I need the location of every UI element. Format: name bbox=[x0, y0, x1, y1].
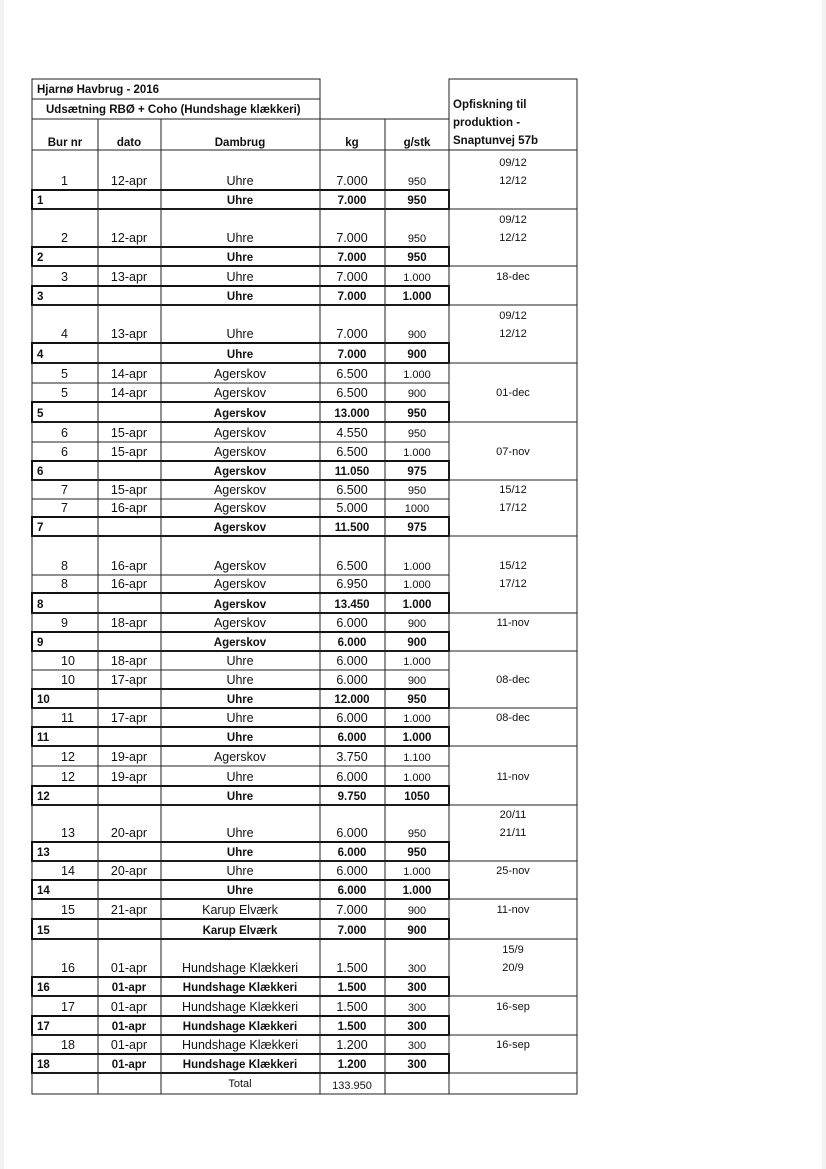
cell-gstk: 1.000 bbox=[403, 656, 431, 668]
subtotal-row bbox=[32, 461, 449, 480]
cell-bur-nr: 16 bbox=[37, 982, 50, 994]
cell-dato: 18-apr bbox=[110, 654, 148, 668]
subtotal-row bbox=[32, 689, 449, 708]
cell-kg: 6.000 bbox=[336, 826, 368, 840]
cell-dambrug: Agerskov bbox=[213, 466, 267, 478]
cell-gstk: 1.000 bbox=[403, 272, 431, 284]
cell-gstk: 1.000 bbox=[403, 561, 431, 573]
subtotal-row bbox=[32, 919, 449, 939]
cell-kg: 6.000 bbox=[336, 711, 368, 725]
cell-dato: 16-apr bbox=[110, 501, 148, 515]
cell-bur-nr: 10 bbox=[61, 654, 75, 668]
opfiskning-cell bbox=[449, 305, 577, 363]
cell-kg: 1.200 bbox=[336, 1038, 368, 1052]
cell-bur-nr: 18 bbox=[61, 1038, 75, 1052]
cell-dambrug: Uhre bbox=[226, 847, 254, 859]
cell-bur-nr: 7 bbox=[37, 522, 44, 534]
cell-dambrug: Uhre bbox=[226, 270, 254, 284]
cell-kg: 11.050 bbox=[334, 466, 370, 478]
cell-gstk: 950 bbox=[407, 195, 427, 207]
cell-bur-nr: 2 bbox=[37, 252, 44, 264]
cell-kg: 1.200 bbox=[337, 1059, 367, 1071]
table-row bbox=[32, 899, 449, 919]
cell-bur-nr: 17 bbox=[37, 1021, 50, 1033]
subtotal-row bbox=[32, 977, 449, 996]
cell-dambrug: Hundshage Klækkeri bbox=[181, 961, 299, 975]
cell-bur-nr: 6 bbox=[61, 426, 68, 440]
cell-bur-nr: 6 bbox=[61, 445, 68, 459]
table-row bbox=[32, 708, 449, 727]
cell-dato: 16-apr bbox=[110, 559, 148, 573]
cell-gstk: 1.000 bbox=[402, 885, 432, 897]
table-row bbox=[32, 1035, 449, 1054]
cell-bur-nr: 13 bbox=[37, 847, 50, 859]
opfiskning-date-1: 15/12 bbox=[499, 560, 527, 572]
opfiskning-cell bbox=[449, 363, 577, 422]
cell-dambrug: Uhre bbox=[226, 770, 254, 784]
table-row bbox=[32, 575, 449, 593]
cell-dambrug: Hundshage Klækkeri bbox=[181, 1038, 299, 1052]
cell-gstk: 900 bbox=[407, 388, 427, 400]
column-header-bur: Bur nr bbox=[47, 137, 83, 149]
cell-bur-nr: 11 bbox=[37, 732, 50, 744]
table-row bbox=[32, 746, 449, 766]
cell-kg: 11.500 bbox=[334, 522, 370, 534]
subtotal-row bbox=[32, 190, 449, 209]
opfiskning-date: 18-dec bbox=[496, 271, 530, 283]
cell-dambrug: Agerskov bbox=[213, 367, 267, 381]
table-row bbox=[32, 670, 449, 689]
cell-bur-nr: 2 bbox=[61, 231, 68, 245]
cell-kg: 7.000 bbox=[337, 925, 367, 937]
cell-bur-nr: 18 bbox=[37, 1059, 50, 1071]
cell-bur-nr: 9 bbox=[37, 637, 44, 649]
cell-bur-nr: 11 bbox=[61, 711, 74, 725]
cell-dato: 14-apr bbox=[110, 386, 148, 400]
cell-dambrug: Agerskov bbox=[213, 445, 267, 459]
opfiskning-date: 11-nov bbox=[496, 617, 530, 629]
cell-bur-nr: 1 bbox=[61, 174, 68, 188]
cell-kg: 1.500 bbox=[336, 1000, 368, 1014]
cell-kg: 7.000 bbox=[336, 903, 368, 917]
cell-bur-nr: 6 bbox=[37, 466, 44, 478]
cell-dato: 12-apr bbox=[110, 174, 148, 188]
cell-gstk: 300 bbox=[407, 1040, 427, 1052]
cell-bur-nr: 3 bbox=[37, 291, 44, 303]
cell-gstk: 950 bbox=[407, 428, 427, 440]
cell-kg: 6.000 bbox=[337, 732, 367, 744]
cell-dambrug: Hundshage Klækkeri bbox=[182, 982, 298, 994]
cell-gstk: 1.000 bbox=[403, 866, 431, 878]
cell-gstk: 1.100 bbox=[403, 752, 431, 764]
cell-kg: 6.000 bbox=[336, 654, 368, 668]
cell-kg: 7.000 bbox=[337, 252, 367, 264]
table-row bbox=[32, 651, 449, 670]
opfiskning-header-line-1: Opfiskning til bbox=[453, 99, 527, 111]
cell-dambrug: Agerskov bbox=[213, 637, 267, 649]
table-row bbox=[32, 613, 449, 632]
subtotal-row bbox=[32, 402, 449, 422]
subtotal-row bbox=[32, 842, 449, 861]
table-row bbox=[32, 766, 449, 786]
cell-gstk: 1.000 bbox=[402, 599, 432, 611]
cell-dambrug: Uhre bbox=[226, 231, 254, 245]
cell-bur-nr: 10 bbox=[37, 694, 50, 706]
table-row bbox=[32, 383, 449, 402]
opfiskning-date-2: 12/12 bbox=[499, 232, 527, 244]
cell-gstk: 900 bbox=[407, 349, 427, 361]
cell-dambrug: Uhre bbox=[226, 885, 254, 897]
cell-gstk: 900 bbox=[407, 925, 427, 937]
opfiskning-header-line-2: produktion - bbox=[453, 117, 521, 129]
subtotal-row bbox=[32, 727, 449, 746]
opfiskning-date: 08-dec bbox=[496, 712, 530, 724]
cell-kg: 1.500 bbox=[337, 1021, 367, 1033]
cell-gstk: 300 bbox=[407, 982, 427, 994]
cell-kg: 6.000 bbox=[337, 885, 367, 897]
cell-gstk: 950 bbox=[407, 828, 427, 840]
cell-gstk: 900 bbox=[407, 637, 427, 649]
cell-gstk: 300 bbox=[407, 1059, 427, 1071]
cell-kg: 7.000 bbox=[337, 349, 367, 361]
cell-bur-nr: 7 bbox=[61, 501, 68, 515]
cell-bur-nr: 17 bbox=[61, 1000, 75, 1014]
cell-gstk: 950 bbox=[407, 176, 427, 188]
cell-kg: 12.000 bbox=[334, 694, 370, 706]
total-kg: 133.950 bbox=[332, 1080, 372, 1092]
total-row bbox=[32, 1073, 577, 1094]
opfiskning-date-2: 17/12 bbox=[499, 502, 527, 514]
cell-dambrug: Uhre bbox=[226, 673, 254, 687]
cell-bur-nr: 12 bbox=[61, 770, 75, 784]
column-header-dambrug: Dambrug bbox=[214, 137, 266, 149]
cell-gstk: 950 bbox=[407, 233, 427, 245]
cell-bur-nr: 15 bbox=[37, 925, 50, 937]
cell-kg: 1.500 bbox=[336, 961, 368, 975]
cell-dambrug: Agerskov bbox=[213, 386, 267, 400]
opfiskning-date: 07-nov bbox=[496, 446, 530, 458]
opfiskning-date-1: 09/12 bbox=[499, 157, 527, 169]
opfiskning-cell bbox=[449, 480, 577, 536]
cell-dambrug: Karup Elværk bbox=[202, 903, 278, 917]
cell-kg: 7.000 bbox=[336, 270, 368, 284]
cell-dambrug: Uhre bbox=[226, 711, 254, 725]
subtotal-row bbox=[32, 786, 449, 805]
cell-gstk: 1.000 bbox=[403, 369, 431, 381]
opfiskning-date: 01-dec bbox=[496, 387, 530, 399]
cell-kg: 6.000 bbox=[336, 616, 368, 630]
opfiskning-date-1: 09/12 bbox=[499, 214, 527, 226]
cell-gstk: 1.000 bbox=[403, 447, 431, 459]
cell-kg: 1.500 bbox=[337, 982, 367, 994]
cell-bur-nr: 9 bbox=[61, 616, 68, 630]
cell-kg: 7.000 bbox=[337, 195, 367, 207]
cell-dambrug: Agerskov bbox=[213, 501, 267, 515]
cell-dambrug: Agerskov bbox=[213, 559, 267, 573]
opfiskning-cell bbox=[449, 536, 577, 613]
cell-bur-nr: 13 bbox=[61, 826, 75, 840]
table-row bbox=[32, 363, 449, 383]
cell-gstk: 950 bbox=[407, 847, 427, 859]
cell-dambrug: Hundshage Klækkeri bbox=[181, 1000, 299, 1014]
table-row bbox=[32, 305, 449, 343]
cell-kg: 9.750 bbox=[337, 791, 367, 803]
total-label: Total bbox=[228, 1078, 252, 1090]
cell-gstk: 900 bbox=[407, 905, 427, 917]
subtotal-row bbox=[32, 343, 449, 363]
opfiskning-cell bbox=[449, 266, 577, 305]
cell-kg: 6.000 bbox=[336, 770, 368, 784]
cell-gstk: 975 bbox=[407, 522, 427, 534]
subtotal-row bbox=[32, 632, 449, 651]
cell-bur-nr: 7 bbox=[61, 483, 68, 497]
opfiskning-date-1: 15/12 bbox=[499, 484, 527, 496]
cell-dato: 19-apr bbox=[110, 770, 148, 784]
cell-dambrug: Hundshage Klækkeri bbox=[182, 1059, 298, 1071]
cell-gstk: 950 bbox=[407, 408, 427, 420]
subtotal-row bbox=[32, 286, 449, 305]
cell-gstk: 1.000 bbox=[403, 579, 431, 591]
cell-kg: 6.000 bbox=[336, 864, 368, 878]
opfiskning-date-2: 21/11 bbox=[499, 827, 527, 839]
cell-dambrug: Uhre bbox=[226, 349, 254, 361]
opfiskning-header-line-3: Snaptunvej 57b bbox=[453, 135, 538, 147]
opfiskning-cell bbox=[449, 613, 577, 651]
cell-gstk: 1.000 bbox=[402, 732, 432, 744]
cell-gstk: 1.000 bbox=[402, 291, 432, 303]
opfiskning-cell bbox=[449, 899, 577, 939]
cell-dato: 12-apr bbox=[110, 231, 148, 245]
cell-gstk: 950 bbox=[407, 252, 427, 264]
cell-kg: 3.750 bbox=[336, 750, 368, 764]
cell-dato: 01-apr bbox=[111, 1021, 147, 1033]
cell-kg: 6.000 bbox=[337, 847, 367, 859]
opfiskning-cell bbox=[449, 805, 577, 861]
cell-dambrug: Uhre bbox=[226, 252, 254, 264]
scan-right-edge bbox=[822, 0, 826, 1169]
opfiskning-date: 16-sep bbox=[496, 1001, 530, 1013]
cell-bur-nr: 16 bbox=[61, 961, 75, 975]
data-rows bbox=[32, 150, 449, 1073]
column-header-kg: kg bbox=[345, 137, 359, 149]
cell-dato: 01-apr bbox=[110, 961, 148, 975]
cell-bur-nr: 5 bbox=[61, 386, 68, 400]
cell-dato: 16-apr bbox=[110, 577, 148, 591]
table-row bbox=[32, 499, 449, 517]
table-row bbox=[32, 536, 449, 575]
table-row bbox=[32, 150, 449, 190]
cell-dambrug: Uhre bbox=[226, 826, 254, 840]
cell-kg: 5.000 bbox=[336, 501, 368, 515]
cell-dato: 13-apr bbox=[110, 270, 148, 284]
cell-dato: 15-apr bbox=[110, 483, 148, 497]
table-row bbox=[32, 480, 449, 499]
subtotal-row bbox=[32, 517, 449, 536]
cell-dato: 15-apr bbox=[110, 426, 148, 440]
subtotal-row bbox=[32, 1054, 449, 1073]
cell-bur-nr: 1 bbox=[37, 195, 44, 207]
cell-bur-nr: 5 bbox=[61, 367, 68, 381]
cell-bur-nr: 12 bbox=[37, 791, 50, 803]
table-row bbox=[32, 861, 449, 880]
cell-kg: 13.000 bbox=[334, 408, 370, 420]
cell-dambrug: Uhre bbox=[226, 174, 254, 188]
cell-kg: 4.550 bbox=[336, 426, 368, 440]
cell-kg: 6.000 bbox=[336, 673, 368, 687]
cell-kg: 7.000 bbox=[336, 174, 368, 188]
cell-gstk: 1.000 bbox=[403, 713, 431, 725]
opfiskning-date-2: 12/12 bbox=[499, 175, 527, 187]
subtotal-row bbox=[32, 880, 449, 899]
cell-dambrug: Agerskov bbox=[213, 616, 267, 630]
opfiskning-cell bbox=[449, 422, 577, 480]
cell-bur-nr: 10 bbox=[61, 673, 75, 687]
opfiskning-cell bbox=[449, 861, 577, 899]
table-row bbox=[32, 266, 449, 286]
opfiskning-cell bbox=[449, 996, 577, 1035]
cell-gstk: 950 bbox=[407, 694, 427, 706]
column-header-dato: dato bbox=[116, 137, 142, 149]
opfiskning-date: 11-nov bbox=[496, 904, 530, 916]
cell-dambrug: Agerskov bbox=[213, 599, 267, 611]
cell-kg: 6.500 bbox=[336, 367, 368, 381]
cell-dato: 17-apr bbox=[110, 711, 148, 725]
cell-bur-nr: 8 bbox=[61, 559, 68, 573]
cell-dambrug: Hundshage Klækkeri bbox=[182, 1021, 298, 1033]
cell-kg: 6.500 bbox=[336, 445, 368, 459]
opfiskning-cell bbox=[449, 939, 577, 996]
table-row bbox=[32, 939, 449, 977]
cell-kg: 7.000 bbox=[336, 231, 368, 245]
cell-dato: 21-apr bbox=[110, 903, 148, 917]
cell-dambrug: Agerskov bbox=[213, 750, 267, 764]
cell-gstk: 300 bbox=[407, 1021, 427, 1033]
cell-dambrug: Agerskov bbox=[213, 408, 267, 420]
table-row bbox=[32, 209, 449, 247]
opfiskning-cell bbox=[449, 651, 577, 708]
title-line-2: Udsætning RBØ + Coho (Hundshage klækkeri) bbox=[46, 104, 301, 116]
cell-kg: 7.000 bbox=[337, 291, 367, 303]
cell-dambrug: Agerskov bbox=[213, 577, 267, 591]
cell-dato: 13-apr bbox=[110, 327, 148, 341]
column-header-gstk: g/stk bbox=[403, 137, 431, 149]
cell-kg: 6.000 bbox=[337, 637, 367, 649]
cell-bur-nr: 14 bbox=[61, 864, 75, 878]
opfiskning-cell bbox=[449, 150, 577, 209]
opfiskning-date: 25-nov bbox=[496, 865, 530, 877]
cell-dambrug: Agerskov bbox=[213, 483, 267, 497]
cell-bur-nr: 8 bbox=[61, 577, 68, 591]
opfiskning-date: 11-nov bbox=[496, 771, 530, 783]
cell-dambrug: Uhre bbox=[226, 327, 254, 341]
cell-dambrug: Agerskov bbox=[213, 426, 267, 440]
cell-gstk: 1.000 bbox=[403, 772, 431, 784]
opfiskning-date-1: 15/9 bbox=[502, 944, 524, 956]
cell-kg: 6.500 bbox=[336, 386, 368, 400]
cell-bur-nr: 15 bbox=[61, 903, 75, 917]
cell-dato: 01-apr bbox=[110, 1000, 148, 1014]
title-line-1: Hjarnø Havbrug - 2016 bbox=[37, 84, 160, 96]
subtotal-row bbox=[32, 1016, 449, 1035]
cell-bur-nr: 12 bbox=[61, 750, 75, 764]
cell-kg: 13.450 bbox=[334, 599, 370, 611]
cell-dambrug: Uhre bbox=[226, 654, 254, 668]
cell-dato: 18-apr bbox=[110, 616, 148, 630]
cell-dambrug: Agerskov bbox=[213, 522, 267, 534]
cell-dato: 19-apr bbox=[110, 750, 148, 764]
cell-gstk: 900 bbox=[407, 675, 427, 687]
cell-dambrug: Uhre bbox=[226, 732, 254, 744]
cell-gstk: 300 bbox=[407, 963, 427, 975]
subtotal-row bbox=[32, 247, 449, 266]
cell-dato: 01-apr bbox=[111, 1059, 147, 1071]
opfiskning-cell bbox=[449, 1035, 577, 1073]
cell-dato: 01-apr bbox=[110, 1038, 148, 1052]
cell-bur-nr: 3 bbox=[61, 270, 68, 284]
cell-dambrug: Uhre bbox=[226, 694, 254, 706]
opfiskning-date-1: 09/12 bbox=[499, 310, 527, 322]
cell-gstk: 900 bbox=[407, 618, 427, 630]
opfiskning-date-1: 20/11 bbox=[499, 809, 527, 821]
opfiskning-date-2: 20/9 bbox=[502, 962, 524, 974]
table-row bbox=[32, 442, 449, 461]
cell-dato: 14-apr bbox=[110, 367, 148, 381]
cell-gstk: 900 bbox=[407, 329, 427, 341]
table-row bbox=[32, 422, 449, 442]
opfiskning-cell bbox=[449, 708, 577, 746]
opfiskning-date-2: 17/12 bbox=[499, 578, 527, 590]
cell-bur-nr: 5 bbox=[37, 408, 44, 420]
table-row bbox=[32, 996, 449, 1016]
cell-dambrug: Uhre bbox=[226, 291, 254, 303]
table-header bbox=[32, 79, 577, 150]
cell-dato: 15-apr bbox=[110, 445, 148, 459]
opfiskning-date-2: 12/12 bbox=[499, 328, 527, 340]
cell-gstk: 1000 bbox=[404, 503, 430, 515]
cell-dambrug: Uhre bbox=[226, 864, 254, 878]
scan-left-edge bbox=[0, 0, 4, 1169]
cell-dambrug: Uhre bbox=[226, 791, 254, 803]
cell-bur-nr: 4 bbox=[37, 349, 44, 361]
cell-kg: 6.950 bbox=[336, 577, 368, 591]
cell-bur-nr: 4 bbox=[61, 327, 68, 341]
opfiskning-date: 16-sep bbox=[496, 1039, 530, 1051]
cell-bur-nr: 14 bbox=[37, 885, 50, 897]
cell-dambrug: Uhre bbox=[226, 195, 254, 207]
cell-gstk: 950 bbox=[407, 485, 427, 497]
opfiskning-date: 08-dec bbox=[496, 674, 530, 686]
cell-kg: 6.500 bbox=[336, 483, 368, 497]
opfiskning-cell bbox=[449, 209, 577, 266]
cell-bur-nr: 8 bbox=[37, 599, 44, 611]
cell-kg: 6.500 bbox=[336, 559, 368, 573]
cell-dato: 17-apr bbox=[110, 673, 148, 687]
cell-dato: 20-apr bbox=[110, 864, 148, 878]
table-row bbox=[32, 805, 449, 842]
cell-dato: 20-apr bbox=[110, 826, 148, 840]
subtotal-row bbox=[32, 593, 449, 613]
cell-gstk: 1050 bbox=[404, 791, 430, 803]
cell-gstk: 975 bbox=[407, 466, 427, 478]
cell-dato: 01-apr bbox=[111, 982, 147, 994]
opfiskning-cell bbox=[449, 746, 577, 805]
cell-gstk: 300 bbox=[407, 1002, 427, 1014]
opfiskning-column bbox=[449, 150, 577, 1073]
cell-dambrug: Karup Elværk bbox=[202, 925, 278, 937]
cell-kg: 7.000 bbox=[336, 327, 368, 341]
